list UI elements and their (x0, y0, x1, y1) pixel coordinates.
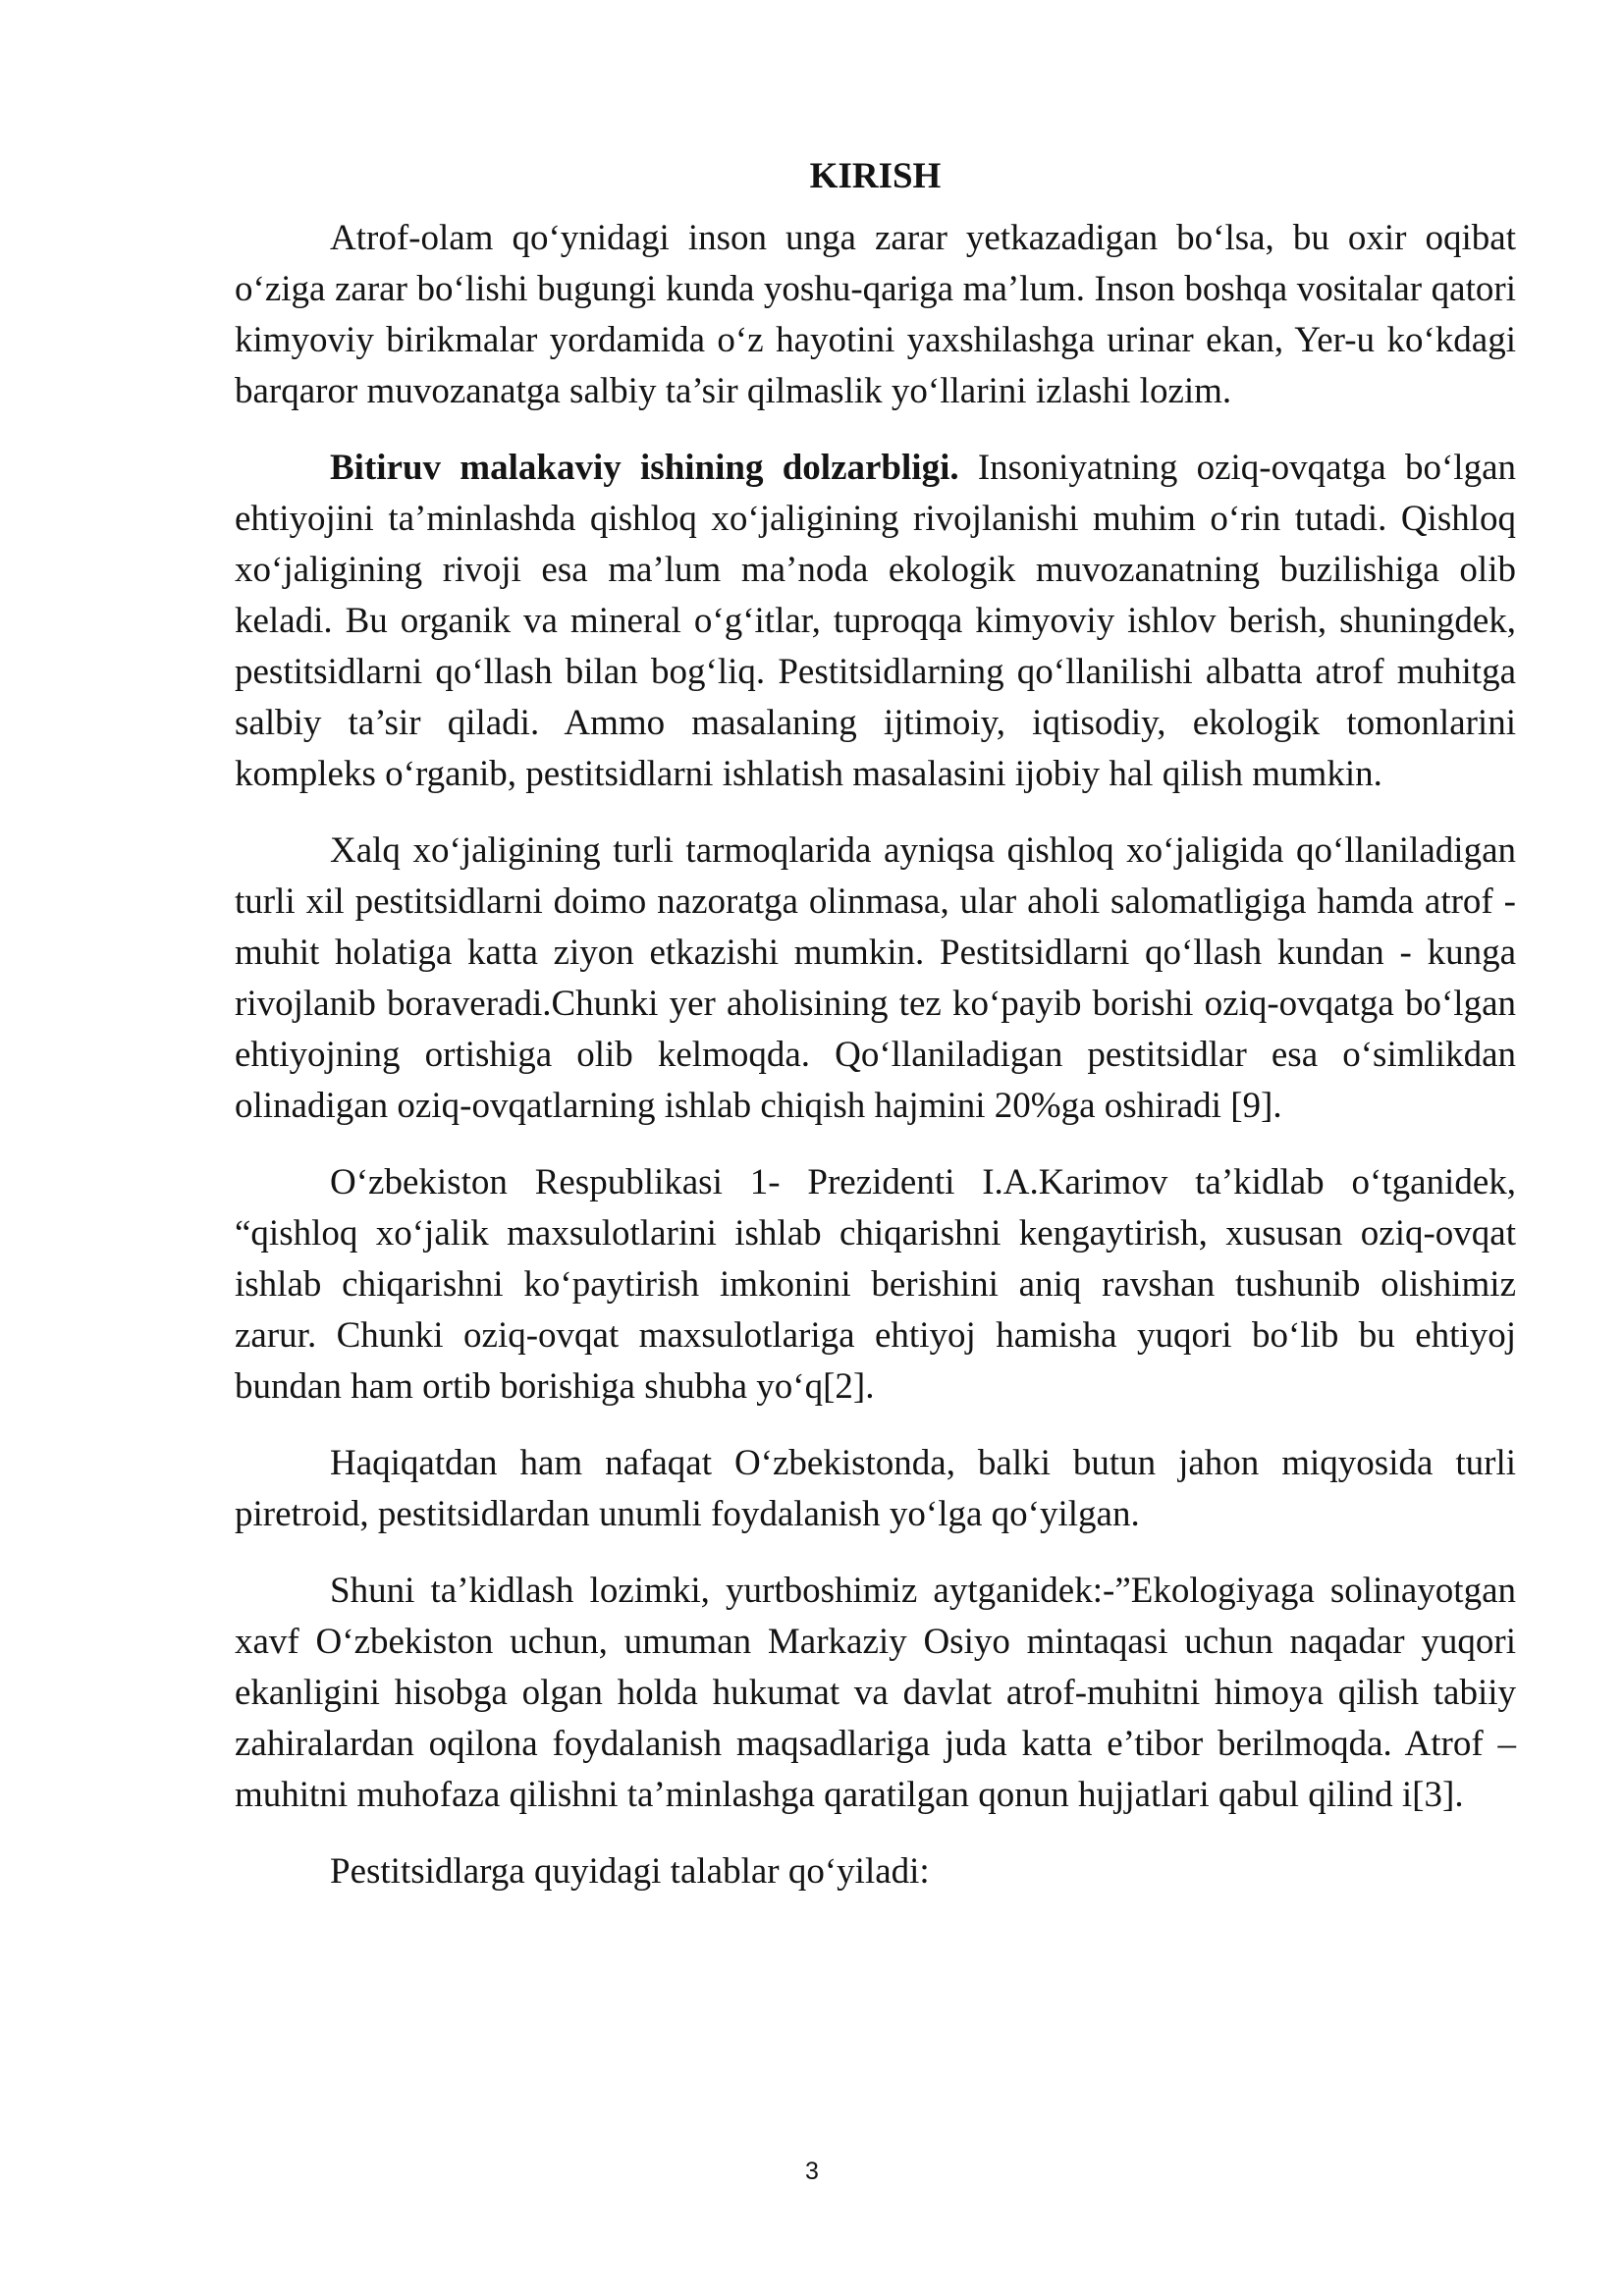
paragraph-text: Shuni ta’kidlash lozimki, yurtboshimiz aytganidek:-”Ekologiyaga solinayotgan xavf O‘zbekiston uchun, umuman Markaziy Osiyo mintaqasi uchun naqadar yuqori ekanligini hisobga olgan holda hukumat va davlat atrof-muhitni himoya qilish tabiiy zahiralardan oqilona foydalanish maqsadlariga juda katta e’tibor berilmoqda. Atrof –muhitni muhofaza qilishni ta’minlashga qaratilgan qonun hujjatlari qabul qilind i[3]. (235, 1571, 1516, 1815)
paragraph-text: Pestitsidlarga quyidagi talablar qo‘yiladi: (330, 1851, 930, 1892)
page-number: 3 (805, 2158, 819, 2185)
paragraph-relevance (235, 443, 1516, 800)
paragraph-world-usage (235, 1438, 1516, 1540)
paragraph-text: Haqiqatdan ham nafaqat O‘zbekistonda, balki butun jahon miqyosida turli piretroid, pestitsidlardan unumli foydalanish yo‘lga qo‘yilgan. (235, 1443, 1516, 1534)
paragraph-ecology-threat (235, 1566, 1516, 1821)
paragraph-pesticides-use (235, 826, 1516, 1132)
paragraph-president-quote (235, 1157, 1516, 1413)
paragraph-intro (235, 213, 1516, 417)
paragraph-requirements (235, 1846, 1516, 1897)
paragraph-text: Xalq xo‘jaligining turli tarmoqlarida ayniqsa qishloq xo‘jaligida qo‘llaniladigan turli xil pestitsidlarni doimo nazoratga olinmasa, ular aholi salomatligiga hamda atrof - muhit holatiga katta ziyon etkazishi mumkin. Pestitsidlarni qo‘llash kundan - kunga rivojlanib boraveradi.Chunki yer aholisining tez ko‘payib borishi oziq-ovqatga bo‘lgan ehtiyojning ortishiga olib kelmoqda. Qo‘llaniladigan pestitsidlar esa o‘simlikdan olinadigan oziq-ovqatlarning ishlab chiqish hajmini 20%ga oshiradi [9]. (235, 830, 1516, 1126)
page-content (235, 152, 1516, 1923)
paragraph-text: O‘zbekiston Respublikasi 1- Prezidenti I.A.Karimov ta’kidlab o‘tganidek, “qishloq xo‘jalik maxsulotlarini ishlab chiqarishni kengaytirish, xususan oziq-ovqat ishlab chiqarishni ko‘paytirish imkonini berishini aniq ravshan tushunib olishimiz zarur. Chunki oziq-ovqat maxsulotlariga ehtiyoj hamisha yuqori bo‘lib bu ehtiyoj bundan ham ortib borishiga shubha yo‘q[2]. (235, 1162, 1516, 1407)
section-heading: KIRISH (809, 156, 942, 196)
paragraph-lead: Bitiruv malakaviy ishining dolzarbligi. (330, 448, 959, 488)
paragraph-text: Insoniyatning oziq-ovqatga bo‘lgan ehtiyojini ta’minlashda qishloq xo‘jaligining rivojlanishi muhim o‘rin tutadi. Qishloq xo‘jaligining rivoji esa ma’lum ma’noda ekologik muvozanatning buzilishiga olib keladi. Bu organik va mineral o‘g‘itlar, tuproqqa kimyoviy ishlov berish, shuningdek, pestitsidlarni qo‘llash bilan bog‘liq. Pestitsidlarning qo‘llanilishi albatta atrof muhitga salbiy ta’sir qiladi. Ammo masalaning ijtimoiy, iqtisodiy, ekologik tomonlarini kompleks o‘rganib, pestitsidlarni ishlatish masalasini ijobiy hal qilish mumkin. (235, 448, 1517, 794)
paragraph-text: Atrof-olam qo‘ynidagi inson unga zarar yetkazadigan bo‘lsa, bu oxir oqibat o‘ziga zarar bo‘lishi bugungi kunda yoshu-qariga ma’lum. Inson boshqa vositalar qatori kimyoviy birikmalar yordamida o‘z hayotini yaxshilashga urinar ekan, Yer-u ko‘kdagi barqaror muvozanatga salbiy ta’sir qilmaslik yo‘llarini izlashi lozim. (235, 218, 1516, 411)
